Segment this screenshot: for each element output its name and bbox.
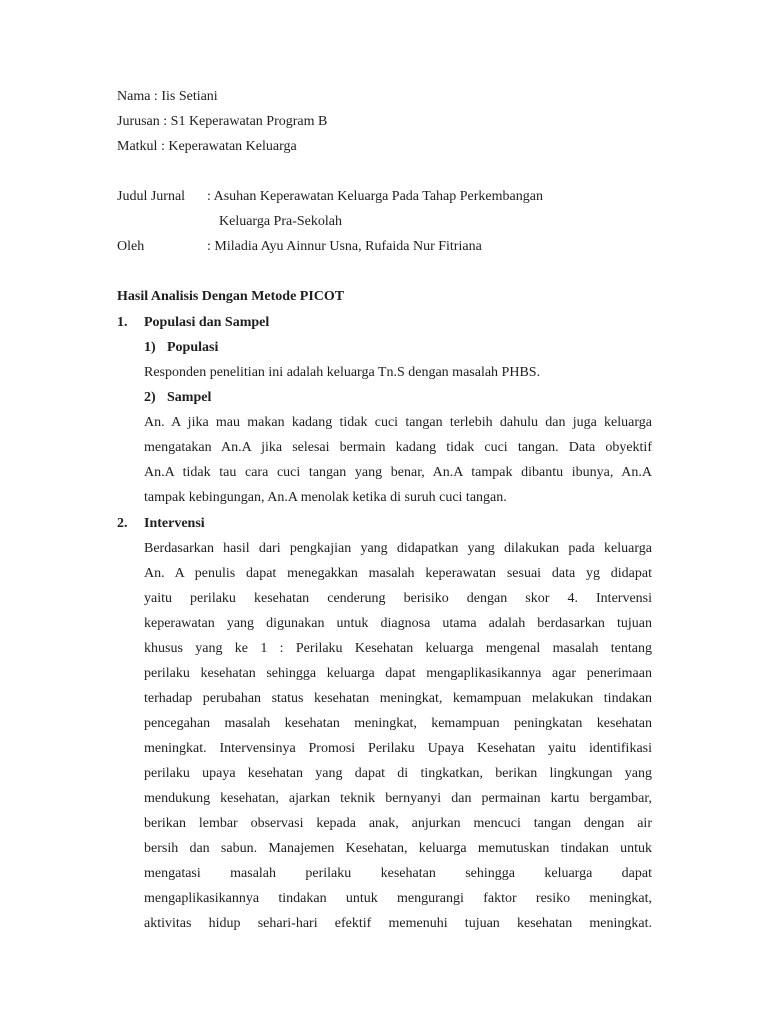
subsection-1-title: Populasi <box>167 340 219 355</box>
student-name: Nama : Iis Setiani <box>117 89 218 104</box>
intervensi-line: Berdasarkan hasil dari pengkajian yang didapatkan yang dilakukan pada keluarga <box>144 541 652 556</box>
sampel-line: An. A jika mau makan kadang tidak cuci tangan terlebih dahulu dan juga keluarga <box>144 415 652 430</box>
subsection-1-number: 1) <box>144 340 156 355</box>
section-1-title: Populasi dan Sampel <box>144 315 270 330</box>
sampel-line: mengatakan An.A jika selesai bermain kadang tidak cuci tangan. Data obyektif <box>144 440 652 455</box>
section-2-number: 2. <box>117 516 128 531</box>
intervensi-line: aktivitas hidup sehari-hari efektif memenuhi tujuan kesehatan meningkat. <box>144 916 652 931</box>
intervensi-line: pencegahan masalah kesehatan meningkat, kemampuan peningkatan kesehatan <box>144 716 652 731</box>
intervensi-line: yaitu perilaku kesehatan cenderung berisiko dengan skor 4. Intervensi <box>144 591 652 606</box>
subsection-2-number: 2) <box>144 390 156 405</box>
author-label: Oleh <box>117 239 145 254</box>
intervensi-line: perilaku upaya kesehatan yang dapat di tingkatkan, berikan lingkungan yang <box>144 766 652 781</box>
journal-title-line-2: Keluarga Pra-Sekolah <box>219 214 342 229</box>
section-2-title: Intervensi <box>144 516 205 531</box>
student-major: Jurusan : S1 Keperawatan Program B <box>117 114 328 129</box>
intervensi-line: perilaku kesehatan sehingga keluarga dapat mengaplikasikannya agar penerimaan <box>144 666 652 681</box>
intervensi-line: khusus yang ke 1 : Perilaku Kesehatan keluarga mengenal masalah tentang <box>144 641 652 656</box>
subsection-2-title: Sampel <box>167 390 212 405</box>
intervensi-line: mengatasi masalah perilaku kesehatan sehingga keluarga dapat <box>144 866 652 881</box>
intervensi-line: mendukung kesehatan, ajarkan teknik bernyanyi dan permainan kartu bergambar, <box>144 791 652 806</box>
course-name: Matkul : Keperawatan Keluarga <box>117 139 297 154</box>
intervensi-line: keperawatan yang digunakan untuk diagnosa utama adalah berdasarkan tujuan <box>144 616 652 631</box>
sampel-line: An.A tidak tau cara cuci tangan yang benar, An.A tampak dibantu ibunya, An.A <box>144 465 652 480</box>
journal-title-line-1: : Asuhan Keperawatan Keluarga Pada Tahap Perkembangan <box>207 189 543 204</box>
sampel-line: tampak kebingungan, An.A menolak ketika di suruh cuci tangan. <box>144 490 507 505</box>
journal-title-label: Judul Jurnal <box>117 189 186 204</box>
intervensi-line: bersih dan sabun. Manajemen Kesehatan, keluarga memutuskan tindakan untuk <box>144 841 652 856</box>
intervensi-line: terhadap perubahan status kesehatan meningkat, kemampuan melakukan tindakan <box>144 691 652 706</box>
intervensi-line: An. A penulis dapat menegakkan masalah keperawatan sesuai data yg didapat <box>144 566 652 581</box>
analysis-title: Hasil Analisis Dengan Metode PICOT <box>117 289 345 304</box>
intervensi-line: berikan lembar observasi kepada anak, anjurkan mencuci tangan dengan air <box>144 816 652 831</box>
populasi-text: Responden penelitian ini adalah keluarga Tn.S dengan masalah PHBS. <box>144 365 541 380</box>
author-value: : Miladia Ayu Ainnur Usna, Rufaida Nur Fitriana <box>207 239 482 254</box>
intervensi-line: meningkat. Intervensinya Promosi Perilaku Upaya Kesehatan yaitu identifikasi <box>144 741 652 756</box>
intervensi-line: mengaplikasikannya tindakan untuk mengurangi faktor resiko meningkat, <box>144 891 652 906</box>
section-1-number: 1. <box>117 315 128 330</box>
